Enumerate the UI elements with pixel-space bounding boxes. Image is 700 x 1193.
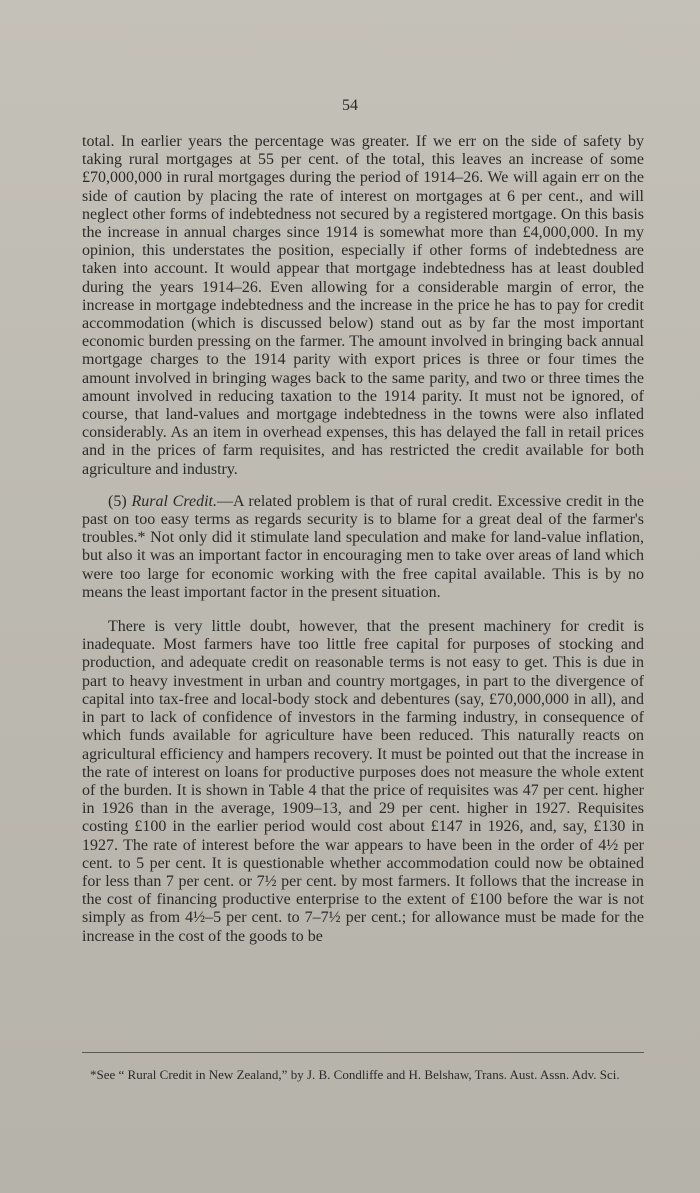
page-number: 54 xyxy=(342,97,358,114)
section-prefix: (5) xyxy=(108,492,132,510)
section-heading-rural-credit: Rural Credit. xyxy=(131,492,217,510)
body-text xyxy=(82,133,644,946)
footnote-divider xyxy=(82,1052,644,1053)
footnote: *See “ Rural Credit in New Zealand,” by J. B. Condliffe and H. Belshaw, Trans. Aust. Assn. Adv. Sci. xyxy=(90,1067,620,1082)
paragraph-rural-credit-text: —A related problem is that of rural credit. Excessive credit in the past on too easy terms as regards security is to blame for a great deal of the farmer's troubles.* Not only did it stimulate land speculation and make for land-value inflation, but also it was an important factor in encouraging men to take over areas of land which were too large for economic working with the free capital available. This is by no means the least important factor in the present situation. xyxy=(82,492,645,601)
paragraph-mortgage-indebtedness: total. In earlier years the percentage was greater. If we err on the side of safety by taking rural mortgages at 55 per cent. of the total, this leaves an increase of some £70,000,000 in rural mortgages during the period of 1914–26. We will again err on the side of caution by placing the rate of interest on mortgages at 6 per cent., and will neglect other forms of indebtedness not secured by a registered mortgage. On this basis the increase in annual charges since 1914 is somewhat more than £4,000,000. In my opinion, this understates the position, especially if other forms of indebtedness are taken into account. It would appear that mortgage indebtedness has at least doubled during the years 1914–26. Even allowing for a considerable margin of error, the increase in mortgage indebtedness and the increase in the price he has to pay for credit accommodation (which is discussed below) stand out as by far the most important economic burden pressing on the farmer. The amount involved in bringing back annual mortgage charges to the 1914 parity with export prices is three or four times the amount involved in bringing wages back to the same parity, and two or three times the amount involved in reducing taxation to the 1914 parity. It must not be ignored, of course, that land-values and mortgage indebtedness in the towns were also inflated considerably. As an item in overhead expenses, this has delayed the fall in retail prices and in the prices of farm requisites, and has restricted the credit available for both agriculture and industry. xyxy=(82,133,644,478)
paragraph-credit-machinery: There is very little doubt, however, that the present machinery for credit is inadequate. Most farmers have too little free capital for purposes of stocking and production, and adequate credit on reasonable terms is not easy to get. This is due in part to heavy investment in urban and country mortgages, in part to the divergence of capital into tax-free and local-body stock and debentures (say, £70,000,000 in all), and in part to lack of confidence of investors in the farming industry, in consequence of which funds available for agriculture have been reduced. This naturally reacts on agricultural efficiency and hampers recovery. It must be pointed out that the increase in the rate of interest on loans for productive purposes does not measure the whole extent of the burden. It is shown in Table 4 that the price of requisites was 47 per cent. higher in 1926 than in the average, 1909–13, and 29 per cent. higher in 1927. Requisites costing £100 in the earlier period would cost about £147 in 1926, and, say, £130 in 1927. The rate of interest before the war appears to have been in the order of 4½ per cent. to 5 per cent. It is questionable whether accommodation could now be obtained for less than 7 per cent. or 7½ per cent. by most farmers. It follows that the increase in the cost of financing productive enterprise to the extent of £100 before the war is not simply as from 4½–5 per cent. to 7–7½ per cent.; for allowance must be made for the increase in the cost of the goods to be xyxy=(82,618,644,945)
paragraph-rural-credit xyxy=(82,493,644,602)
